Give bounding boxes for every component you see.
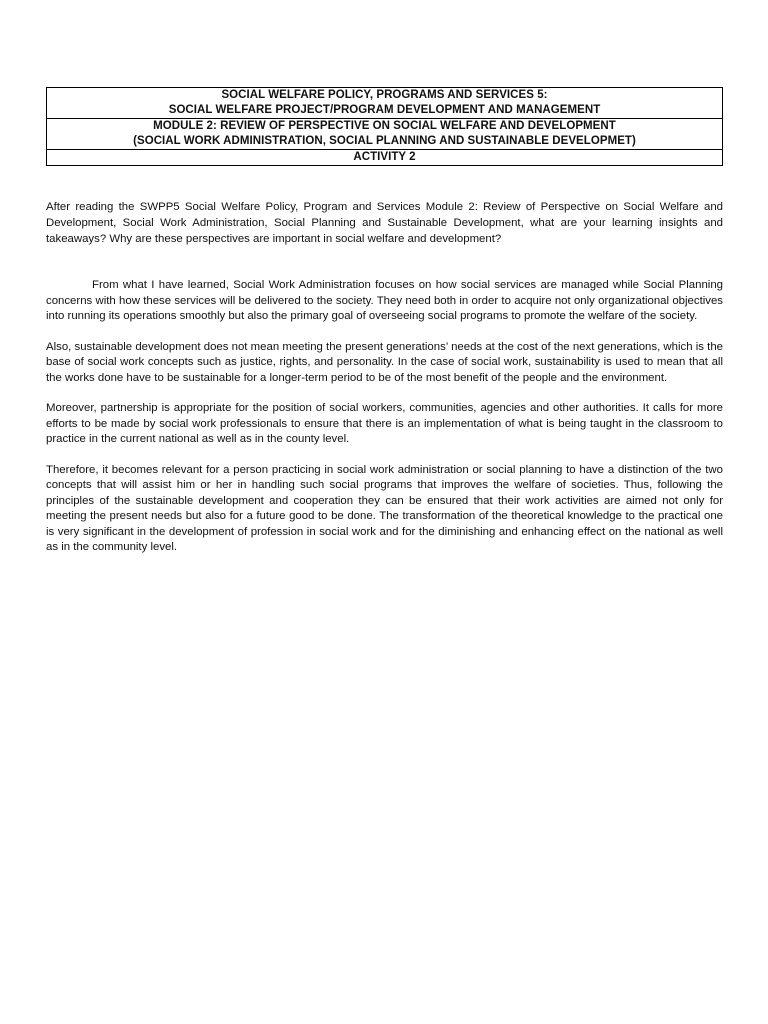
module-title-line-2: (SOCIAL WORK ADMINISTRATION, SOCIAL PLANNING AND SUSTAINABLE DEVELOPMET) (133, 135, 636, 147)
answer-paragraph-4: Therefore, it becomes relevant for a person practicing in social work administration or social planning to have a distinction of the two concepts that will assist him or her in handling such social programs that improves the welfare of societies. Thus, following the principles of the sustainable development and cooperation they can be ensured that their work activities are aimed not only for meeting the present needs but also for a future good to be done. The transformation of the theoretical knowledge to the practical one is very significant in the development of profession in social work and for the diminishing and enhancing effect on the national as well as in the community level. (46, 463, 723, 553)
course-title-cell (47, 88, 723, 119)
module-title-cell (47, 119, 723, 150)
document-page (46, 87, 723, 571)
activity-title: ACTIVITY 2 (353, 151, 416, 163)
activity-prompt: After reading the SWPP5 Social Welfare Policy, Program and Services Module 2: Review of Perspective on Social Welfare and Development, Social Work Administration, Social Planning and Sustainable Development, what are your learning insights and takeaways? Why are these perspectives are important in social welfare and development? (46, 201, 723, 245)
answer-body (46, 278, 723, 556)
activity-cell (47, 150, 723, 166)
answer-paragraph-1: From what I have learned, Social Work Administration focuses on how social services are managed while Social Planning concerns with how these services will be delivered to the society. They need both in order to acquire not only organizational objectives into running its operations smoothly but also the primary goal of overseeing social programs to promote the welfare of the society. (46, 279, 723, 322)
header-table (46, 87, 723, 166)
answer-paragraph-3: Moreover, partnership is appropriate for the position of social workers, communities, agencies and other authorities. It calls for more efforts to be made by social work professionals to ensure that there is an implementation of what is being taught in the classroom to practice in the current national as well as in the county level. (46, 402, 723, 445)
answer-paragraph-2: Also, sustainable development does not mean meeting the present generations’ needs at the cost of the next generations, which is the base of social work concepts such as justice, rights, and personality. In the case of social work, sustainability is used to mean that all the works done have to be sustainable for a longer-term period to be of the most benefit of the people and the environment. (46, 340, 723, 384)
module-title-line-1: MODULE 2: REVIEW OF PERSPECTIVE ON SOCIAL WELFARE AND DEVELOPMENT (153, 120, 616, 132)
course-title-line-1: SOCIAL WELFARE POLICY, PROGRAMS AND SERVICES 5: (221, 89, 548, 101)
course-title-line-2: SOCIAL WELFARE PROJECT/PROGRAM DEVELOPMENT AND MANAGEMENT (168, 104, 601, 116)
